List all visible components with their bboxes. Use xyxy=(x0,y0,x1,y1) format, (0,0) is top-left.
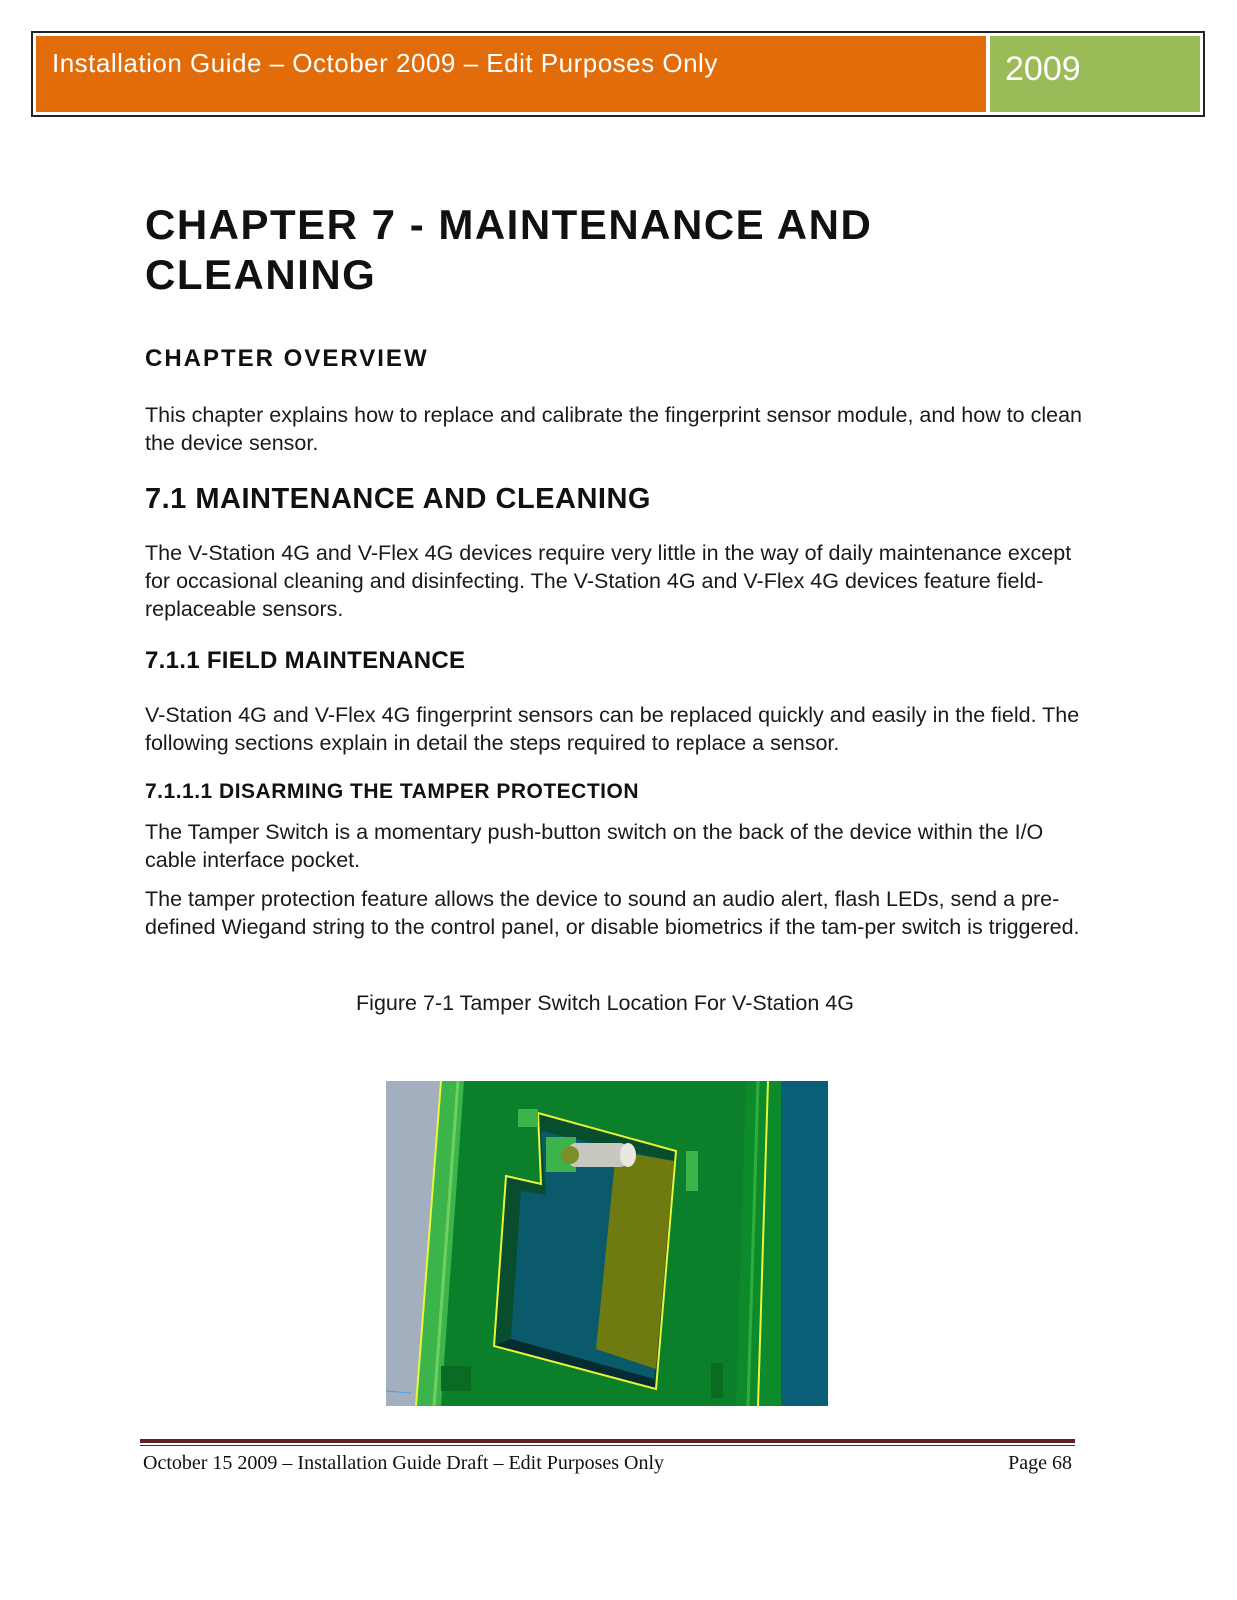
section-7-1-heading: 7.1 MAINTENANCE AND CLEANING xyxy=(145,483,651,515)
tamper-switch-paragraph: The Tamper Switch is a momentary push-button switch on the back of the device within the I/O cable interface pocket. xyxy=(145,820,1044,872)
tamper-switch-figure xyxy=(386,1081,828,1406)
header-year: 2009 xyxy=(1005,50,1081,88)
header-title-bar xyxy=(36,36,986,112)
overview-heading: CHAPTER OVERVIEW xyxy=(145,345,429,372)
section-7-1-1-1-heading: 7.1.1.1 DISARMING THE TAMPER PROTECTION xyxy=(145,780,639,803)
chapter-title-line1: CHAPTER 7 - MAINTENANCE AND xyxy=(145,201,873,248)
footer-text: October 15 2009 – Installation Guide Draft – Edit Purposes Only xyxy=(143,1452,665,1474)
figure-caption: Figure 7-1 Tamper Switch Location For V-Station 4G xyxy=(356,991,854,1015)
section-7-1-text: The V-Station 4G and V-Flex 4G devices require very little in the way of daily maintenance except for occasional cleaning and disinfecting. The V-Station 4G and V-Flex 4G devices feature field-replaceable sensors. xyxy=(145,541,1072,621)
section-7-1-1-text: V-Station 4G and V-Flex 4G fingerprint sensors can be replaced quickly and easily in the field. The following sections explain in detail the steps required to replace a sensor. xyxy=(145,703,1080,755)
header-title: Installation Guide – October 2009 – Edit Purposes Only xyxy=(52,48,718,78)
chapter-title-line2: CLEANING xyxy=(145,251,377,298)
section-7-1-1-heading: 7.1.1 FIELD MAINTENANCE xyxy=(145,647,466,674)
header-year-box xyxy=(990,36,1200,112)
page-number: Page 68 xyxy=(1008,1452,1072,1474)
footer-rule-thin xyxy=(140,1445,1075,1446)
tamper-protection-paragraph: The tamper protection feature allows the device to sound an audio alert, flash LEDs, send a pre-defined Wiegand string to the control panel, or disable biometrics if the tam-per switch is triggered. xyxy=(145,887,1080,939)
chapter-title xyxy=(145,200,1085,300)
footer-rule xyxy=(140,1439,1075,1443)
overview-text: This chapter explains how to replace and calibrate the fingerprint sensor module, and how to clean the device sensor. xyxy=(145,403,1082,455)
